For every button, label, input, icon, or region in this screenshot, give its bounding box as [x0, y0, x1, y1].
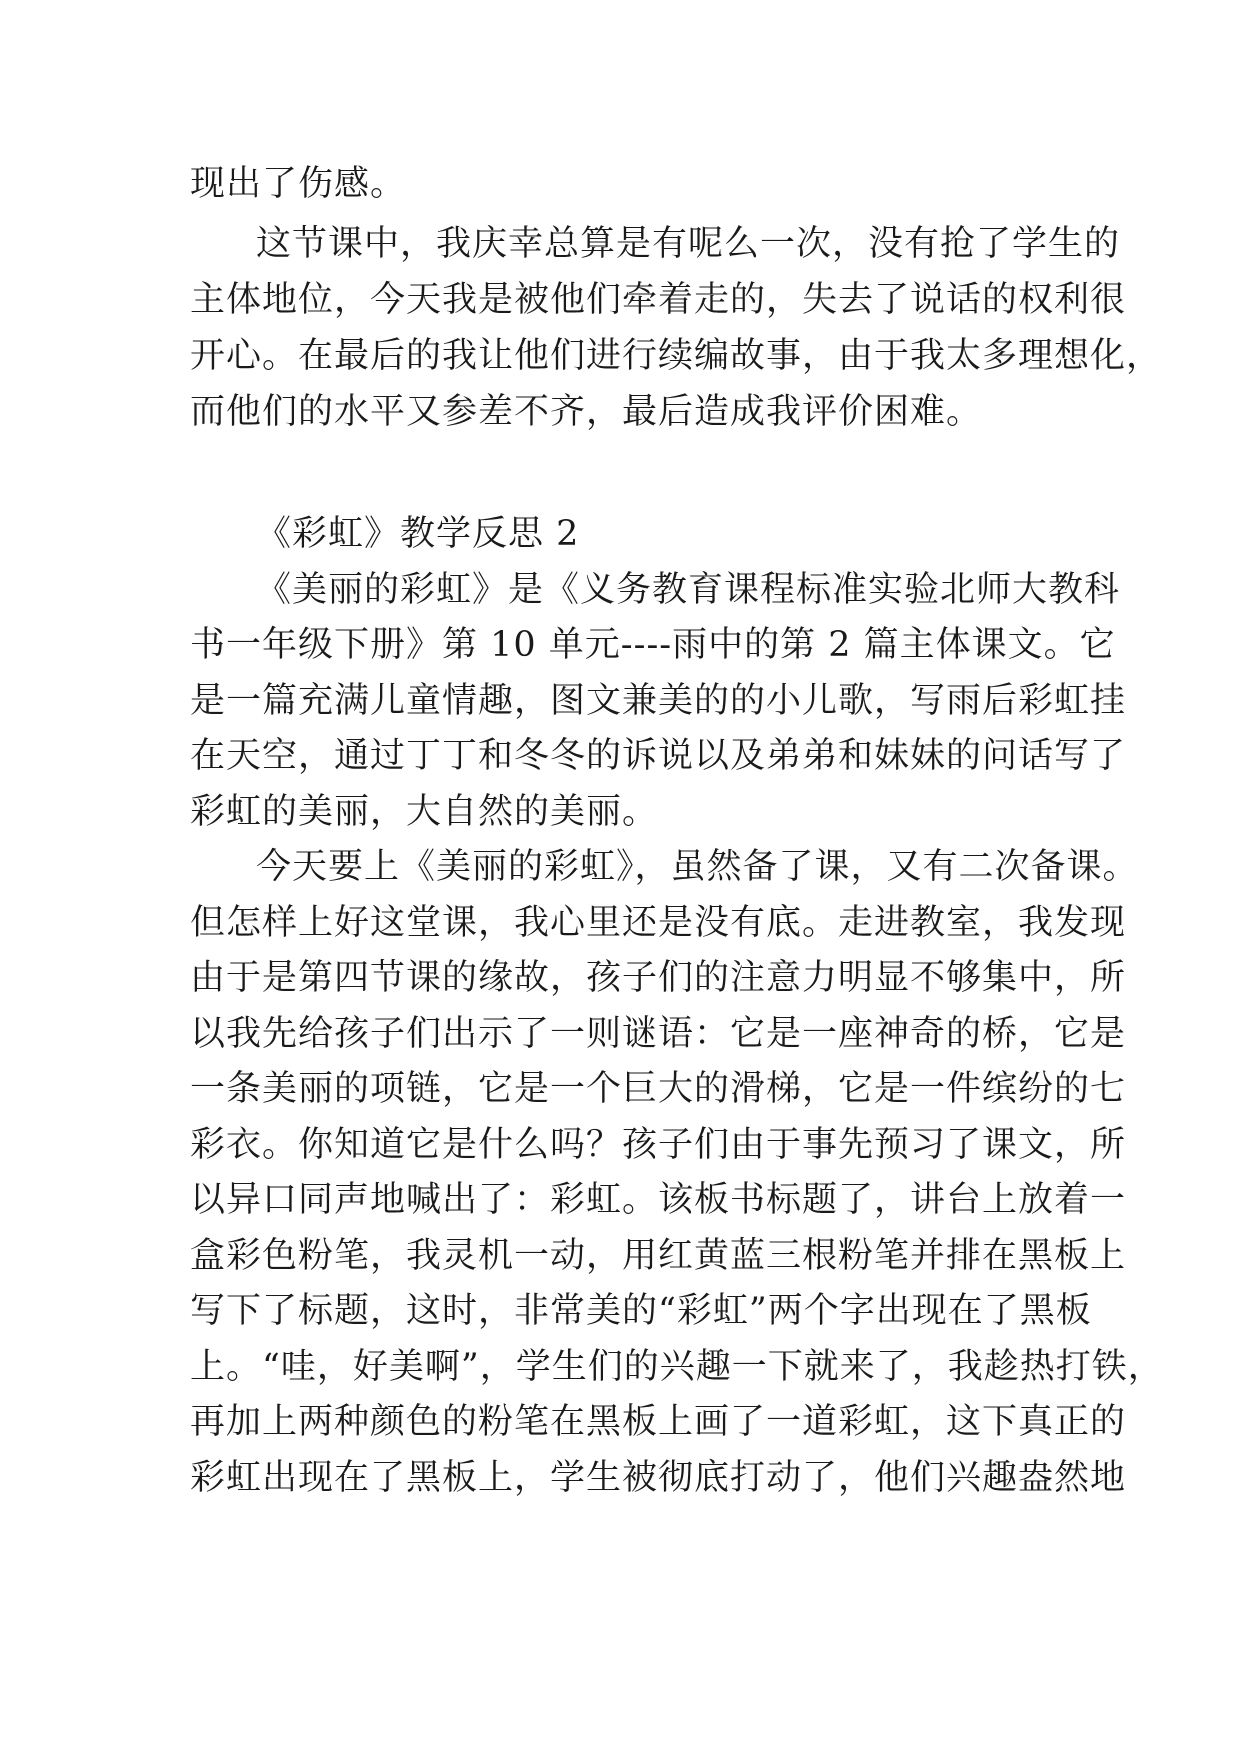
- text-line: 现出了伤感。: [190, 164, 407, 204]
- section-title: 《彩虹》教学反思 2: [256, 514, 580, 554]
- text-line: 主体地位，今天我是被他们牵着走的，失去了说话的权利很: [190, 280, 1127, 320]
- text-line: 今天要上《美丽的彩虹》，虽然备了课，又有二次备课。: [256, 847, 1139, 887]
- text-line: 上。“哇，好美啊”，学生们的兴趣一下就来了，我趁热打铁，: [190, 1347, 1164, 1387]
- text-line: 书一年级下册》第 10 单元----雨中的第 2 篇主体课文。它: [190, 625, 1116, 665]
- text-line: 在天空，通过丁丁和冬冬的诉说以及弟弟和妹妹的问话写了: [190, 736, 1127, 776]
- text-line: 以异口同声地喊出了：彩虹。该板书标题了，讲台上放着一: [190, 1180, 1127, 1220]
- text-line: 《美丽的彩虹》是《义务教育课程标准实验北师大教科: [256, 570, 1121, 610]
- text-line: 但怎样上好这堂课，我心里还是没有底。走进教室，我发现: [190, 903, 1127, 943]
- text-line: 再加上两种颜色的粉笔在黑板上画了一道彩虹，这下真正的: [190, 1402, 1127, 1442]
- text-line: 一条美丽的项链，它是一个巨大的滑梯，它是一件缤纷的七: [190, 1069, 1127, 1109]
- text-line: 彩虹出现在了黑板上，学生被彻底打动了，他们兴趣盎然地: [190, 1458, 1127, 1498]
- text-line: 彩虹的美丽，大自然的美丽。: [190, 792, 659, 832]
- text-line: 写下了标题，这时，非常美的“彩虹”两个字出现在了黑板: [190, 1291, 1092, 1331]
- text-line: 而他们的水平又参差不齐，最后造成我评价困难。: [190, 392, 983, 432]
- text-line: 这节课中，我庆幸总算是有呢么一次，没有抢了学生的: [256, 224, 1121, 264]
- text-line: 盒彩色粉笔，我灵机一动，用红黄蓝三根粉笔并排在黑板上: [190, 1236, 1127, 1276]
- text-line: 开心。在最后的我让他们进行续编故事，由于我太多理想化，: [190, 336, 1163, 376]
- text-line: 彩衣。你知道它是什么吗？孩子们由于事先预习了课文，所: [190, 1125, 1127, 1165]
- text-line: 以我先给孩子们出示了一则谜语：它是一座神奇的桥，它是: [190, 1014, 1127, 1054]
- text-line: 由于是第四节课的缘故，孩子们的注意力明显不够集中，所: [190, 958, 1127, 998]
- text-line: 是一篇充满儿童情趣，图文兼美的的小儿歌，写雨后彩虹挂: [190, 681, 1127, 721]
